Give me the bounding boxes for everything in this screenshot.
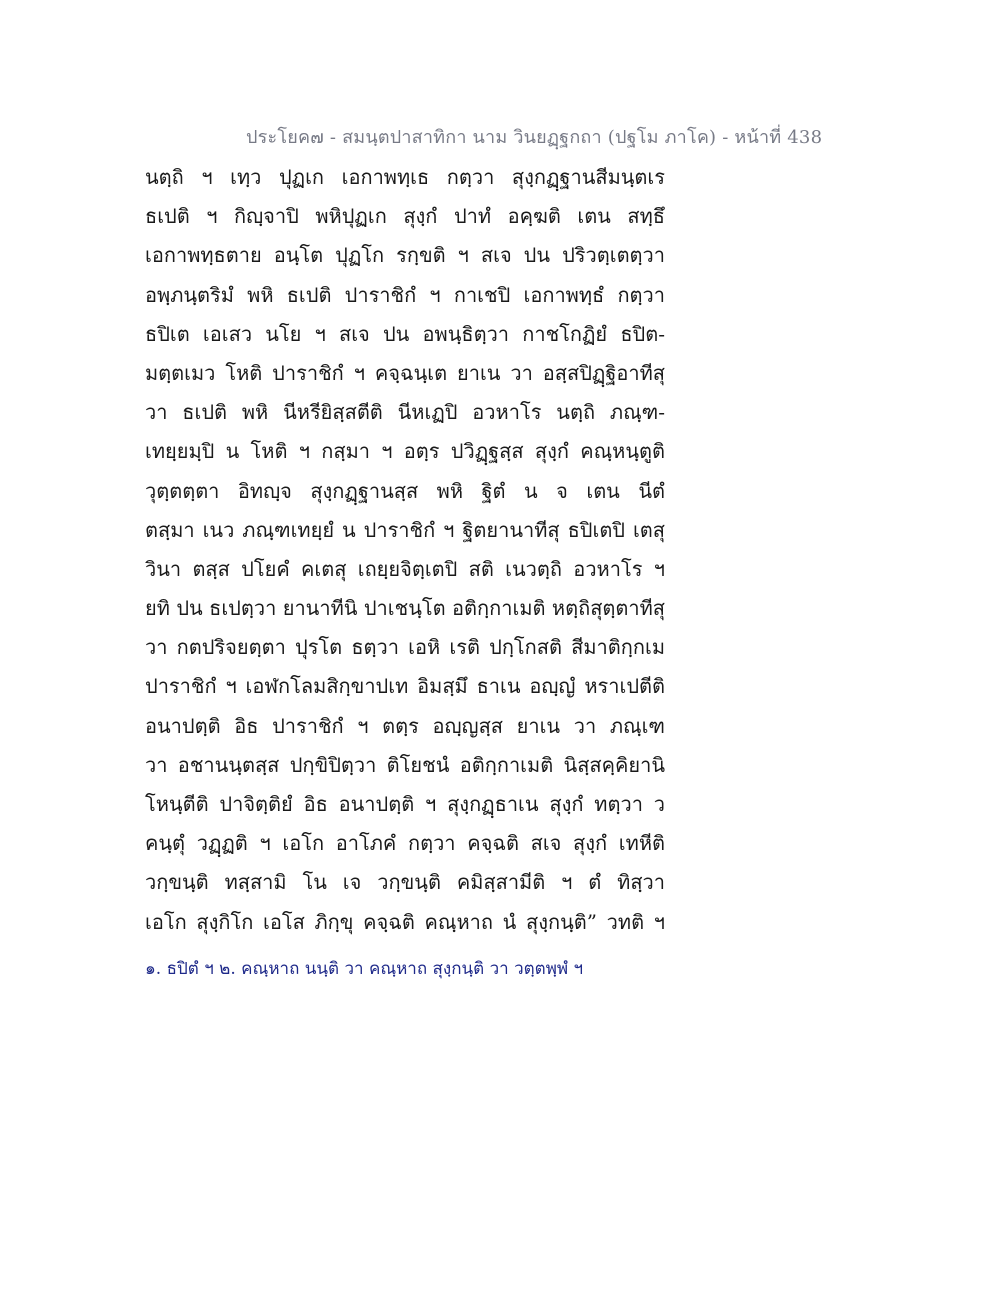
text-line-19: วกฺขนฺติ ทสฺสามิ โน เจ วกฺขนฺติ คมิสฺสามีติ ฯ ตํ ทิสฺวา (145, 870, 665, 895)
text-line-7: วา ธเปติ พหิ นีหรียิสฺสตีติ นีหเฏปิ อวหาโร นตฺถิ ภณฺฑ- (145, 400, 665, 425)
text-line-4: อพฺภนฺตริมํ พหิ ธเปติ ปาราชิกํ ฯ กาเชปิ เอกาพทฺธํ กตฺวา (145, 282, 665, 307)
text-line-12: ยทิ ปน ธเปตฺวา ยานาทีนิ ปาเชนฺโต อติกฺกาเมติ หตฺถิสุตฺตาทีสุ (145, 596, 665, 621)
text-line-5: ธปิเต เอเสว นโย ฯ สเจ ปน อพนฺธิตฺวา กาชโกฏิยํ ธปิต- (145, 321, 665, 346)
text-line-16: วา อชานนฺตสฺส ปกฺขิปิตฺวา ติโยชนํ อติกฺกาเมติ นิสฺสคฺคิยานิ (145, 752, 665, 777)
text-line-8: เทยฺยมฺปิ น โหติ ฯ กสฺมา ฯ อตฺร ปวิฏฺฐสฺส สุงฺกํ คณฺหนฺตูติ (145, 439, 665, 464)
text-line-20: เอโก สุงฺกิโก เอโส ภิกฺขุ คจฺฉติ คณฺหาถ นํ สุงฺกนฺติ” วทติ ฯ (145, 909, 665, 934)
text-line-3: เอกาพทฺธตาย อนฺโต ปุฏโก รกฺขติ ฯ สเจ ปน ปริวตฺเตตฺวา (145, 243, 665, 268)
text-line-15: อนาปตฺติ อิธ ปาราชิกํ ฯ ตตฺร อญฺญสฺส ยาเน วา ภณฺเฑ (145, 713, 665, 738)
text-line-9: วุตฺตตฺตา อิทญฺจ สุงฺกฏฺฐานสฺส พหิ ฐิตํ น จ เตน นีตํ (145, 478, 665, 503)
text-line-18: คนฺตุํ วฏฺฏติ ฯ เอโก อาโภคํ กตฺวา คจฺฉติ สเจ สุงฺกํ เทหีติ (145, 831, 665, 856)
text-line-6: มตฺตเมว โหติ ปาราชิกํ ฯ คจฺฉนฺเต ยาเน วา อสฺสปิฏฺฐิอาทีสุ (145, 360, 665, 385)
text-line-17: โหนฺตีติ ปาจิตฺติยํ อิธ อนาปตฺติ ฯ สุงฺกฏฺธาเน สุงฺกํ ทตฺวา ว (145, 792, 665, 816)
text-line-13: วา กตปริจยตฺตา ปุรโต ธตฺวา เอหิ เรติ ปกฺโกสติ สีมาติกฺกเม (145, 635, 665, 660)
text-line-10: ตสฺมา เนว ภณฺฑเทยฺยํ น ปาราชิกํ ฯ ฐิตยานาทีสุ ธปิเตปิ เตสุ (145, 517, 665, 542)
page-header: ประโยค๗ - สมนฺตปาสาทิกา นาม วินยฏฺฐกถา (ปฐโม ภาโค) - หน้าที่ 438 (246, 127, 823, 148)
footnote: ๑. ธปิตํ ฯ ๒. คณฺหาถ นนฺติ วา คณฺหาถ สุงฺกนฺติ วา วตฺตพฺพํ ฯ (145, 959, 584, 979)
text-line-2: ธเปติ ฯ กิญฺจาปิ พหิปุฏเก สุงฺกํ ปาทํ อคฺฆติ เตน สทฺธึ (145, 204, 665, 229)
body-text (145, 158, 665, 942)
text-line-11: วินา ตสฺส ปโยคํ คเตสุ เถยฺยจิตฺเตปิ สติ เนวตฺถิ อวหาโร ฯ (145, 556, 665, 581)
text-line-1: นตฺถิ ฯ เทฺว ปุฏเก เอกาพทฺเธ กตฺวา สุงฺกฏฺฐานสีมนฺตเร (145, 165, 665, 189)
text-line-14: ปาราชิกํ ฯ เอฬกโลมสิกฺขาปเท อิมสฺมึ ธาเน อญฺญํ หราเปตีติ (145, 674, 665, 699)
